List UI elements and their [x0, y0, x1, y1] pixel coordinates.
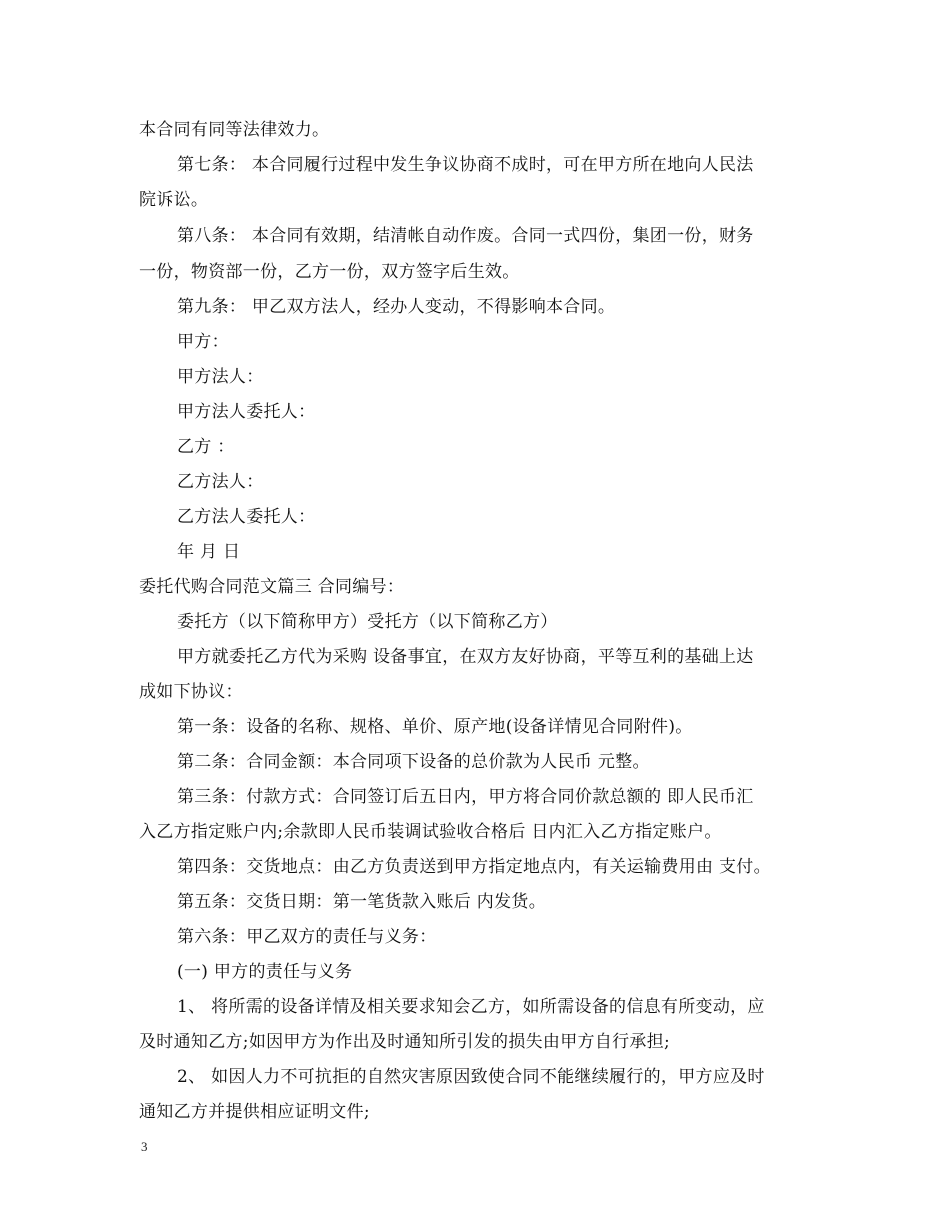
- text-line: 第九条： 甲乙双方法人，经办人变动，不得影响本合同。: [177, 297, 616, 317]
- text-line: 第六条：甲乙双方的责任与义务：: [177, 927, 437, 947]
- text-line: 成如下协议：: [139, 682, 243, 702]
- text-line: 甲方法人委托人：: [177, 402, 316, 422]
- text-line: 院诉讼。: [139, 190, 209, 210]
- text-line: 入乙方指定账户内;余款即人民币装调试验收合格后 日内汇入乙方指定账户。: [139, 822, 722, 842]
- text-line: 及时通知乙方;如因甲方为作出及时通知所引发的损失由甲方自行承担;: [139, 1032, 671, 1052]
- text-line: 年 月 日: [177, 542, 241, 562]
- text-line: 乙方法人委托人：: [177, 507, 316, 527]
- text-line: 乙方 ：: [177, 437, 235, 457]
- text-line: 本合同有同等法律效力。: [139, 120, 330, 140]
- text-line: 第二条：合同金额：本合同项下设备的总价款为人民币 元整。: [177, 752, 650, 772]
- text-line: 甲方法人：: [177, 367, 264, 387]
- text-line: 乙方法人：: [177, 472, 264, 492]
- text-line: 一份，物资部一份，乙方一份，双方签字后生效。: [139, 262, 520, 282]
- section-title: 委托代购合同范文篇三 合同编号：: [139, 577, 405, 597]
- text-line: 2、 如因人力不可抗拒的自然灾害原因致使合同不能继续履行的，甲方应及时: [177, 1067, 765, 1087]
- text-line: (一) 甲方的责任与义务: [177, 962, 353, 982]
- text-line: 第四条：交货地点：由乙方负责送到甲方指定地点内，有关运输费用由 支付。: [177, 857, 771, 877]
- text-line: 第一条：设备的名称、规格、单价、原产地(设备详情见合同附件)。: [177, 717, 693, 737]
- text-line: 甲方就委托乙方代为采购 设备事宜，在双方友好协商，平等互利的基础上达: [177, 647, 754, 667]
- text-line: 委托方（以下简称甲方）受托方（以下简称乙方）: [177, 612, 558, 632]
- text-line: 第八条： 本合同有效期，结清帐自动作废。合同一式四份，集团一份，财务: [177, 226, 754, 246]
- page-number: 3: [141, 1139, 148, 1154]
- text-line: 第五条：交货日期：第一笔货款入账后 内发货。: [177, 892, 547, 912]
- text-line: 第七条： 本合同履行过程中发生争议协商不成时，可在甲方所在地向人民法: [177, 155, 754, 175]
- text-line: 通知乙方并提供相应证明文件;: [139, 1102, 370, 1122]
- text-line: 甲方：: [177, 332, 229, 352]
- text-line: 1、 将所需的设备详情及相关要求知会乙方，如所需设备的信息有所变动，应: [177, 997, 765, 1017]
- text-line: 第三条：付款方式：合同签订后五日内，甲方将合同价款总额的 即人民币汇: [177, 787, 754, 807]
